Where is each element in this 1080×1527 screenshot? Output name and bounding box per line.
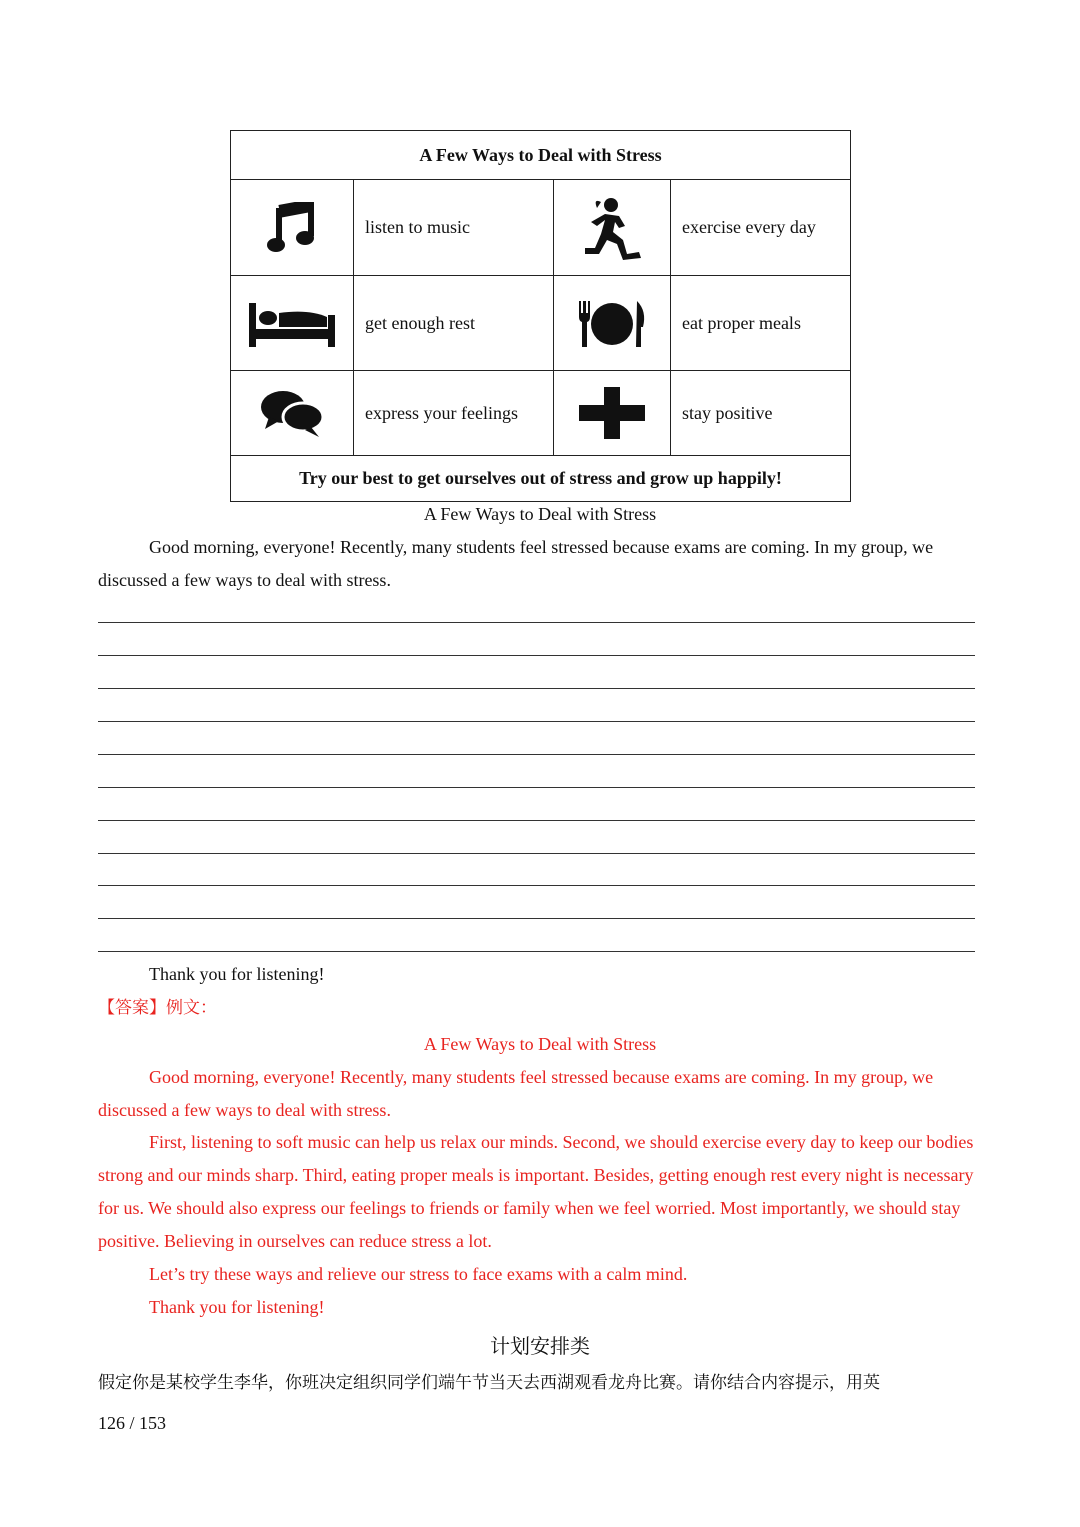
answer-paragraph-4: Thank you for listening! (149, 1297, 325, 1317)
intro-paragraph: Good morning, everyone! Recently, many students feel stressed because exams are coming. In my group, we discussed a few ways to deal with stress. (98, 537, 934, 590)
writing-line (98, 622, 975, 623)
writing-line (98, 853, 975, 854)
table-row (231, 276, 850, 371)
table-cell-label: eat proper meals (682, 312, 801, 333)
table-title: A Few Ways to Deal with Stress (231, 131, 850, 180)
writing-line (98, 820, 975, 821)
answer-paragraph-2: First, listening to soft music can help us relax our minds. Second, we should exercise every day to keep our bodies strong and our minds sharp. Third, eating proper meals is important. Besides, getting enough rest every night is necessary for us. We should also express our feelings to friends or family when we feel worried. Most importantly, we should stay positive. Believing in ourselves can reduce stress a lot. (98, 1132, 974, 1251)
table-footer: Try our best to get ourselves out of stress and grow up happily! (299, 468, 782, 488)
writing-line (98, 918, 975, 919)
answer-label: 【答案】例文： (98, 998, 217, 1018)
answer-title: A Few Ways to Deal with Stress (423, 1034, 657, 1054)
writing-line (98, 787, 975, 788)
table-cell-label: get enough rest (354, 276, 554, 370)
answer-paragraph-1: Good morning, everyone! Recently, many students feel stressed because exams are coming. In my group, we discussed a few ways to deal with stress. (98, 1067, 934, 1120)
writing-line (98, 655, 975, 656)
section-heading: 计划安排类 (490, 1334, 590, 1358)
music-note-icon (267, 202, 317, 254)
table-row (231, 371, 850, 456)
table-caption: A Few Ways to Deal with Stress (423, 504, 657, 524)
table-cell-label: listen to music (354, 180, 554, 275)
page-number: 126 / 153 (98, 1413, 167, 1433)
answer-paragraph-3: Let’s try these ways and relieve our stress to face exams with a calm mind. (149, 1264, 688, 1284)
running-person-icon (579, 196, 645, 260)
stress-table (230, 130, 851, 502)
plate-cutlery-icon (577, 297, 647, 349)
closing-line: Thank you for listening! (149, 964, 325, 984)
writing-line (98, 754, 975, 755)
writing-line (98, 721, 975, 722)
table-row (231, 180, 850, 276)
writing-line (98, 885, 975, 886)
table-cell-label: exercise every day (682, 217, 816, 237)
writing-line (98, 688, 975, 689)
writing-line (98, 951, 975, 952)
speech-bubbles-icon (259, 389, 325, 437)
table-cell-label: express your feelings (354, 371, 554, 455)
bed-icon (249, 299, 335, 347)
table-cell-label: stay positive (682, 402, 773, 423)
plus-cross-icon (579, 387, 645, 439)
next-prompt: 假定你是某校学生李华，你班决定组织同学们端午节当天去西湖观看龙舟比赛。请你结合内容提示，用英 (98, 1373, 880, 1393)
